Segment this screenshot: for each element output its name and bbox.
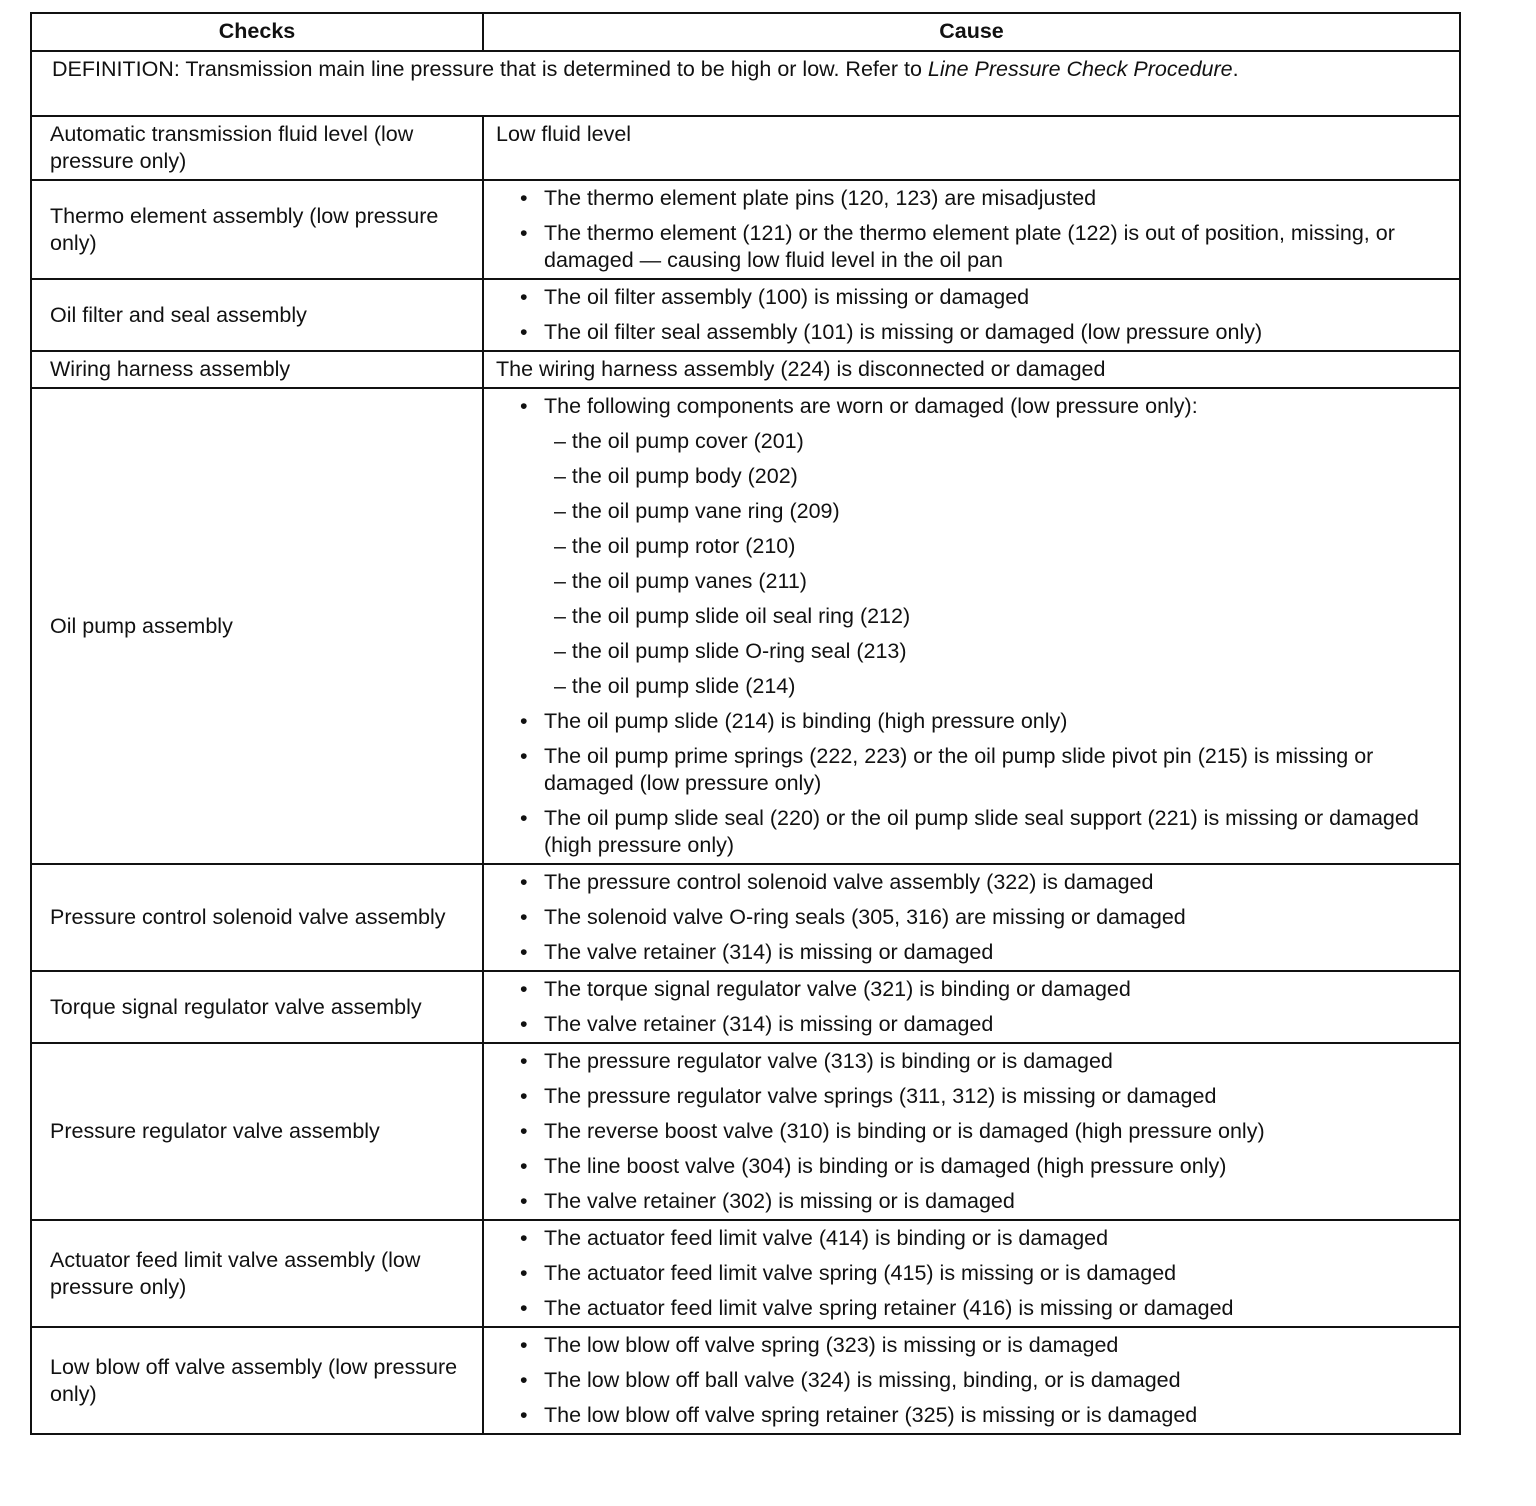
- cause-subitem: – the oil pump cover (201): [554, 429, 804, 453]
- cause-header: Cause: [483, 13, 1460, 51]
- cause-item: • The actuator feed limit valve spring (415) is missing or is damaged: [496, 1260, 1443, 1287]
- cause-item: • The low blow off valve spring retainer (325) is missing or is damaged: [496, 1402, 1443, 1429]
- cause-item: • The actuator feed limit valve (414) is binding or is damaged: [496, 1225, 1443, 1252]
- cause-item: • The oil pump slide seal (220) or the oil pump slide seal support (221) is missing or damaged (high pressure only): [496, 805, 1443, 859]
- cause-subitem: – the oil pump slide O-ring seal (213): [554, 639, 907, 663]
- check-cell: Oil filter and seal assembly: [31, 279, 483, 351]
- table-row: [31, 1043, 1460, 1220]
- cause-item: • The low blow off valve spring (323) is missing or is damaged: [496, 1332, 1443, 1359]
- check-cell: Low blow off valve assembly (low pressure only): [31, 1327, 483, 1434]
- cause-item: • The reverse boost valve (310) is binding or is damaged (high pressure only): [496, 1118, 1443, 1145]
- cause-item: • The oil filter seal assembly (101) is missing or damaged (low pressure only): [496, 319, 1443, 346]
- cause-item: • The line boost valve (304) is binding or is damaged (high pressure only): [496, 1153, 1443, 1180]
- cause-item: • The pressure regulator valve springs (311, 312) is missing or damaged: [496, 1083, 1443, 1110]
- check-cell: Thermo element assembly (low pressure only): [31, 180, 483, 279]
- cause-item: • The actuator feed limit valve spring retainer (416) is missing or damaged: [496, 1295, 1443, 1322]
- table-row: [31, 1220, 1460, 1327]
- cause-cell: [483, 1043, 1460, 1220]
- table-row: [31, 116, 1460, 180]
- cause-item: • The torque signal regulator valve (321) is binding or damaged: [496, 976, 1443, 1003]
- cause-cell: [483, 180, 1460, 279]
- check-cell: Pressure control solenoid valve assembly: [31, 864, 483, 971]
- table-row: [31, 971, 1460, 1043]
- cause-subitem: – the oil pump slide (214): [554, 674, 796, 698]
- cause-cell: [483, 864, 1460, 971]
- cause-item: • The valve retainer (314) is missing or damaged: [496, 939, 1443, 966]
- header-row: [31, 13, 1460, 51]
- cause-cell: [483, 1327, 1460, 1434]
- table-row: [31, 180, 1460, 279]
- table-row: [31, 1327, 1460, 1434]
- cause-subitem: – the oil pump body (202): [554, 464, 798, 488]
- cause-item: • The low blow off ball valve (324) is missing, binding, or is damaged: [496, 1367, 1443, 1394]
- check-cell: Oil pump assembly: [31, 388, 483, 864]
- cause-cell: [483, 279, 1460, 351]
- cause-item: • The valve retainer (302) is missing or is damaged: [496, 1188, 1443, 1215]
- checks-header: Checks: [31, 13, 483, 51]
- cause-item: • The oil pump slide (214) is binding (high pressure only): [496, 708, 1443, 735]
- definition-end: .: [1232, 57, 1239, 81]
- cause-item: • The thermo element plate pins (120, 123) are misadjusted: [496, 185, 1443, 212]
- cause-cell: [483, 388, 1460, 864]
- cause-item: • The oil filter assembly (100) is missing or damaged: [496, 284, 1443, 311]
- check-cell: Wiring harness assembly: [31, 351, 483, 388]
- definition-row: [31, 51, 1460, 116]
- cause-cell: [483, 1220, 1460, 1327]
- cause-item: • The pressure regulator valve (313) is binding or is damaged: [496, 1048, 1443, 1075]
- line-pressure-procedure-ref: Line Pressure Check Procedure: [927, 57, 1233, 81]
- cause-cell: Low fluid level: [483, 116, 1460, 180]
- cause-item: • The solenoid valve O-ring seals (305, 316) are missing or damaged: [496, 904, 1443, 931]
- cause-item: • The oil pump prime springs (222, 223) or the oil pump slide pivot pin (215) is missing or damaged (low pressure only): [496, 743, 1443, 797]
- cause-cell: [483, 971, 1460, 1043]
- cause-subitem: – the oil pump slide oil seal ring (212): [554, 604, 911, 628]
- cause-subitem: – the oil pump vanes (211): [554, 569, 807, 593]
- table-row: [31, 388, 1460, 864]
- cause-item: • The pressure control solenoid valve assembly (322) is damaged: [496, 869, 1443, 896]
- definition: [31, 51, 1460, 116]
- cause-subitem: – the oil pump rotor (210): [554, 534, 796, 558]
- table-row: [31, 351, 1460, 388]
- check-cell: Pressure regulator valve assembly: [31, 1043, 483, 1220]
- cause-item: • The thermo element (121) or the thermo element plate (122) is out of position, missing, or damaged — causing low fluid level in the oil pan: [496, 220, 1443, 274]
- diagnostic-table: [30, 12, 1461, 1435]
- check-cell: Actuator feed limit valve assembly (low pressure only): [31, 1220, 483, 1327]
- cause-item: • The valve retainer (314) is missing or damaged: [496, 1011, 1443, 1038]
- cause-cell: The wiring harness assembly (224) is disconnected or damaged: [483, 351, 1460, 388]
- table-row: [31, 864, 1460, 971]
- cause-subitem: – the oil pump vane ring (209): [554, 499, 840, 523]
- definition-text: DEFINITION: Transmission main line pressure that is determined to be high or low. Refer to: [52, 57, 928, 81]
- check-cell: Automatic transmission fluid level (low pressure only): [31, 116, 483, 180]
- cause-item: • The following components are worn or damaged (low pressure only):: [496, 393, 1443, 420]
- table-row: [31, 279, 1460, 351]
- check-cell: Torque signal regulator valve assembly: [31, 971, 483, 1043]
